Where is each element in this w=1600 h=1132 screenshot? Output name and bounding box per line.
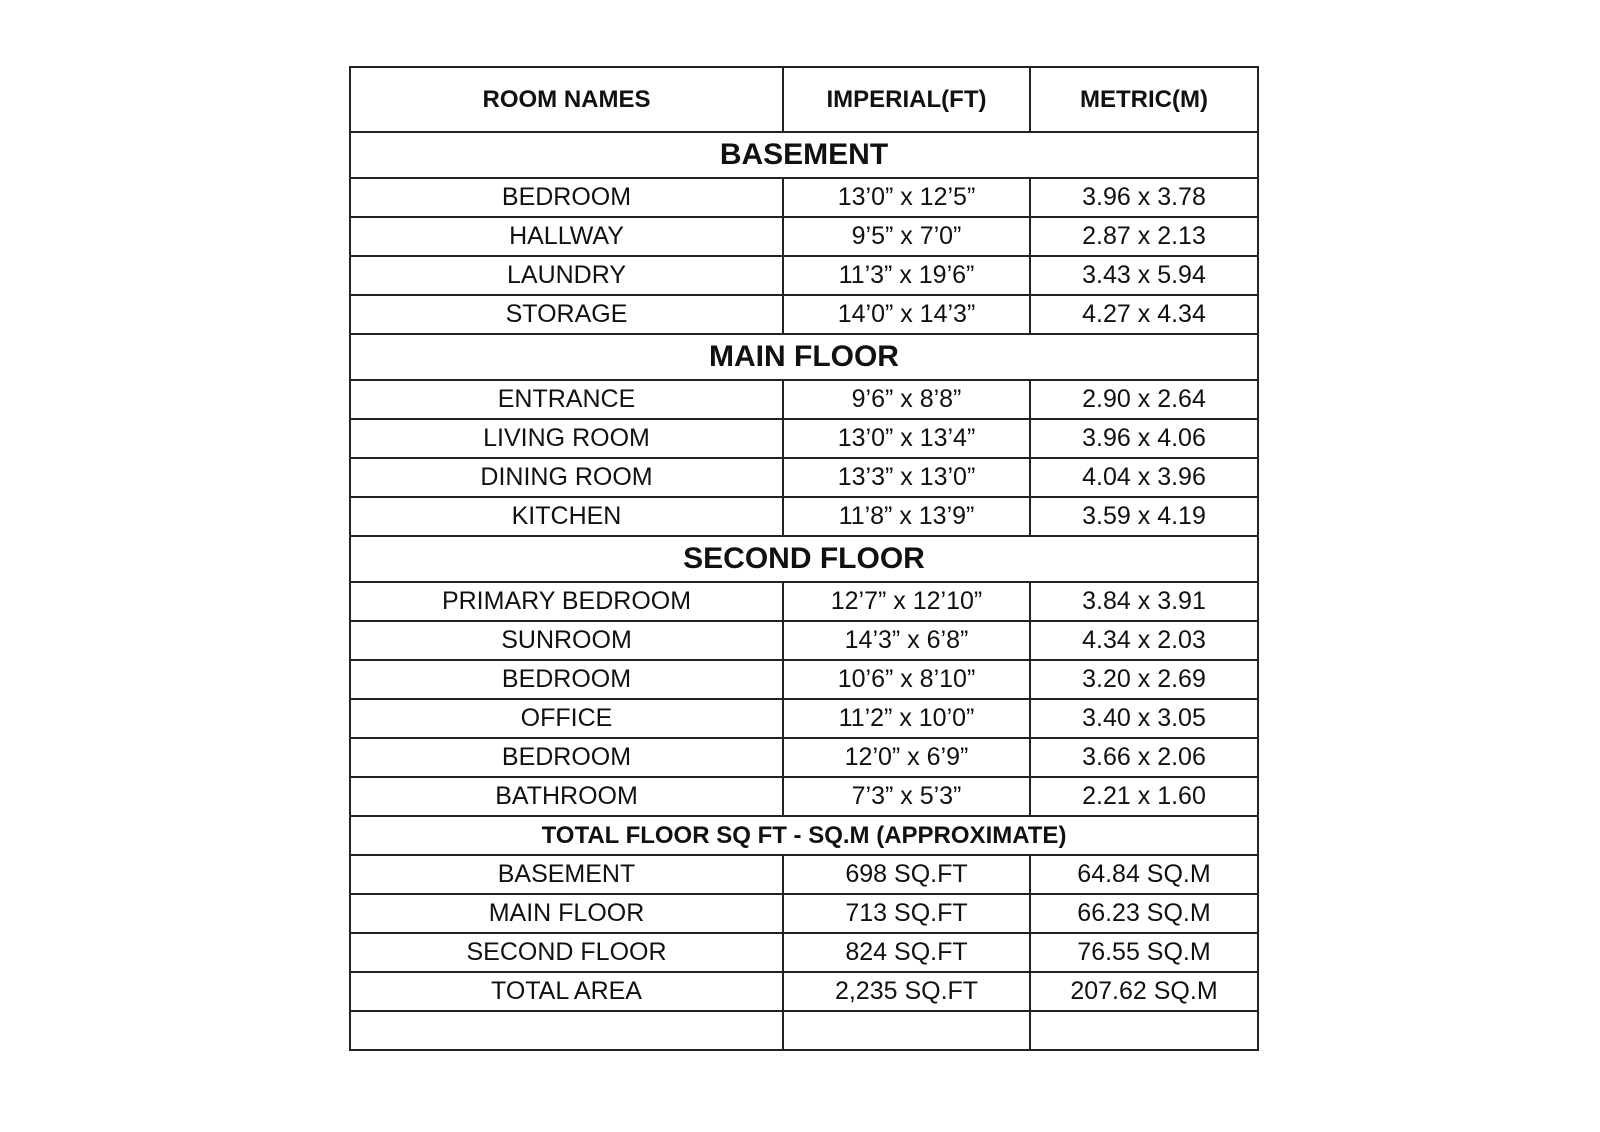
imperial-value: 11’8” x 13’9” — [783, 497, 1030, 536]
metric-value: 3.40 x 3.05 — [1030, 699, 1258, 738]
header-room-names: ROOM NAMES — [350, 67, 783, 132]
room-name: KITCHEN — [350, 497, 783, 536]
imperial-value: 9’5” x 7’0” — [783, 217, 1030, 256]
imperial-area: 824 SQ.FT — [783, 933, 1030, 972]
table-row — [350, 972, 1258, 1011]
room-dimensions-table — [349, 66, 1259, 1051]
imperial-value: 11’3” x 19’6” — [783, 256, 1030, 295]
empty-cell — [350, 1011, 783, 1050]
table-row — [350, 178, 1258, 217]
section-title: MAIN FLOOR — [350, 334, 1258, 380]
metric-value: 4.27 x 4.34 — [1030, 295, 1258, 334]
metric-value: 3.66 x 2.06 — [1030, 738, 1258, 777]
metric-value: 3.96 x 4.06 — [1030, 419, 1258, 458]
empty-cell — [1030, 1011, 1258, 1050]
table-row — [350, 660, 1258, 699]
room-name: PRIMARY BEDROOM — [350, 582, 783, 621]
table-row — [350, 497, 1258, 536]
metric-value: 3.59 x 4.19 — [1030, 497, 1258, 536]
floor-name: SECOND FLOOR — [350, 933, 783, 972]
metric-value: 3.43 x 5.94 — [1030, 256, 1258, 295]
metric-area: 76.55 SQ.M — [1030, 933, 1258, 972]
table-row — [350, 217, 1258, 256]
metric-area: 66.23 SQ.M — [1030, 894, 1258, 933]
room-name: HALLWAY — [350, 217, 783, 256]
table-row — [350, 933, 1258, 972]
room-name: SUNROOM — [350, 621, 783, 660]
imperial-value: 13’0” x 13’4” — [783, 419, 1030, 458]
table-row — [350, 855, 1258, 894]
imperial-area: 2,235 SQ.FT — [783, 972, 1030, 1011]
metric-value: 3.20 x 2.69 — [1030, 660, 1258, 699]
floor-name: MAIN FLOOR — [350, 894, 783, 933]
imperial-value: 12’0” x 6’9” — [783, 738, 1030, 777]
empty-row — [350, 1011, 1258, 1050]
room-name: DINING ROOM — [350, 458, 783, 497]
section-title: TOTAL FLOOR SQ FT - SQ.M (APPROXIMATE) — [350, 816, 1258, 855]
table-row — [350, 419, 1258, 458]
imperial-value: 10’6” x 8’10” — [783, 660, 1030, 699]
metric-value: 2.87 x 2.13 — [1030, 217, 1258, 256]
metric-value: 4.04 x 3.96 — [1030, 458, 1258, 497]
floor-name: BASEMENT — [350, 855, 783, 894]
room-name: BEDROOM — [350, 178, 783, 217]
table-header-row — [350, 67, 1258, 132]
imperial-value: 12’7” x 12’10” — [783, 582, 1030, 621]
metric-value: 3.96 x 3.78 — [1030, 178, 1258, 217]
table-row — [350, 380, 1258, 419]
section-title: SECOND FLOOR — [350, 536, 1258, 582]
imperial-value: 13’0” x 12’5” — [783, 178, 1030, 217]
table-row — [350, 256, 1258, 295]
metric-value: 2.21 x 1.60 — [1030, 777, 1258, 816]
table-row — [350, 894, 1258, 933]
room-name: STORAGE — [350, 295, 783, 334]
section-header-basement — [350, 132, 1258, 178]
header-metric: METRIC(M) — [1030, 67, 1258, 132]
imperial-value: 14’0” x 14’3” — [783, 295, 1030, 334]
room-name: LAUNDRY — [350, 256, 783, 295]
imperial-area: 713 SQ.FT — [783, 894, 1030, 933]
floor-name: TOTAL AREA — [350, 972, 783, 1011]
section-header-main-floor — [350, 334, 1258, 380]
imperial-value: 11’2” x 10’0” — [783, 699, 1030, 738]
metric-area: 64.84 SQ.M — [1030, 855, 1258, 894]
imperial-value: 9’6” x 8’8” — [783, 380, 1030, 419]
imperial-value: 13’3” x 13’0” — [783, 458, 1030, 497]
imperial-area: 698 SQ.FT — [783, 855, 1030, 894]
section-header-second-floor — [350, 536, 1258, 582]
room-name: BEDROOM — [350, 738, 783, 777]
room-name: ENTRANCE — [350, 380, 783, 419]
room-name: BATHROOM — [350, 777, 783, 816]
empty-cell — [783, 1011, 1030, 1050]
table-row — [350, 582, 1258, 621]
room-name: OFFICE — [350, 699, 783, 738]
metric-value: 3.84 x 3.91 — [1030, 582, 1258, 621]
metric-area: 207.62 SQ.M — [1030, 972, 1258, 1011]
table-row — [350, 621, 1258, 660]
table-row — [350, 458, 1258, 497]
table-row — [350, 777, 1258, 816]
section-header-totals — [350, 816, 1258, 855]
table-row — [350, 699, 1258, 738]
room-name: LIVING ROOM — [350, 419, 783, 458]
metric-value: 4.34 x 2.03 — [1030, 621, 1258, 660]
imperial-value: 7’3” x 5’3” — [783, 777, 1030, 816]
header-imperial: IMPERIAL(FT) — [783, 67, 1030, 132]
table-row — [350, 738, 1258, 777]
imperial-value: 14’3” x 6’8” — [783, 621, 1030, 660]
table-row — [350, 295, 1258, 334]
room-name: BEDROOM — [350, 660, 783, 699]
metric-value: 2.90 x 2.64 — [1030, 380, 1258, 419]
section-title: BASEMENT — [350, 132, 1258, 178]
